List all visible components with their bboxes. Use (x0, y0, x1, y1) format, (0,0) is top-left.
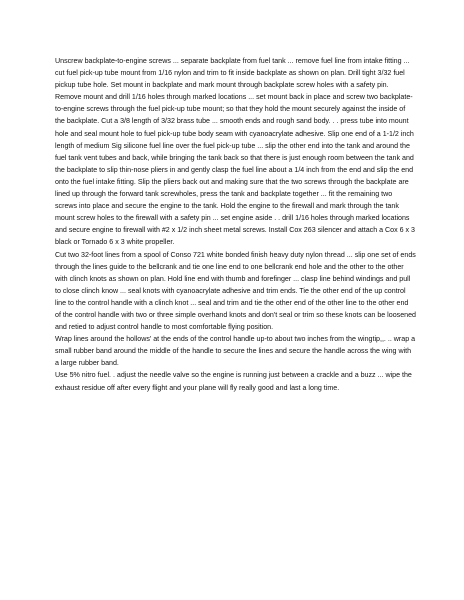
paragraph-fuel-and-flying: Use 5% nitro fuel. . adjust the needle valve so the engine is running just between a crackle and a buzz ... wipe the exhaust residue off after every flight and your plane will fly really good and last a long time. (55, 371, 412, 392)
paragraph-control-lines: Cut two 32-foot lines from a spool of Conso 721 white bonded finish heavy duty nylon thread ... slip one set of ends through the lines guide to the bellcrank and tie one line end to one bellcrank end hole and the other to the other with clinch knots as shown on plan. Hold line end with thumb and forefinger ... clasp line behind windings and pull to close clinch know ... seal knots with cyanoacrylate adhesive and trim ends. Tie the other end of the up control line to the control handle with a clinch knot ... seal and trim and tie the other end of the other line to the other end of the control handle with two or three simple overhand knots and don't seal or trim so these knots can be loosened and retied to adjust control handle to most comfortable flying position. (55, 250, 416, 332)
paragraph-line-storage: Wrap lines around the hollows' at the ends of the control handle up-to about two inches from the wingtip,,. .. wrap a small rubber band around the middle of the handle to secure the lines and secure the handle across the wing with a large rubber band. (55, 335, 416, 368)
document-body (55, 55, 416, 394)
paragraph-engine-mounting: Unscrew backplate-to-engine screws ... separate backplate from fuel tank ... remove fuel line from intake fitting ... cut fuel pick-up tube mount from 1/16 nylon and trim to fit inside backplate as shown on plan. Drill tight 3/32 fuel pickup tube hole. Set mount in backplate and mark mount through backplate screw holes with a safety pin. Remove mount and drill 1/16 holes through marked locations ... set mount back in place and screw two backplate-to-engine screws through the fuel pick-up tube mount; so that they hold the mount securely against the inside of the backplate. Cut a 3/8 length of 3/32 brass tube ... smooth ends and rough sand body. . . press tube into mount hole and seal mount hole to fuel pick-up tube body seam with cyanoacrylate adhesive. Slip one end of a 1-1/2 inch length of medium Sig silicone fuel line over the fuel pick-up tube ... slip the other end into the tank and around the fuel tank vent tubes and back, while bringing the tank back so that there is just enough room between the tank and the backplate to slip thin-nose pliers in and gently clasp the fuel line about a 1/4 inch from the end and slip the end onto the fuel intake fitting. Slip the pliers back out and making sure that the two screws through the backplate are lined up through the forward tank screwholes, press the tank and backplate together ... fit the remaining two screws into place and secure the engine to the tank. Hold the engine to the firewall and mark through the tank mount screw holes to the firewall with a safety pin ... set engine aside . . drill 1/16 holes through marked locations and secure engine to firewall with #2 x 1/2 inch sheet metal screws. Install Cox 263 silencer and attach a Cox 6 x 3 black or Tornado 6 x 3 white propeller. (55, 57, 416, 247)
